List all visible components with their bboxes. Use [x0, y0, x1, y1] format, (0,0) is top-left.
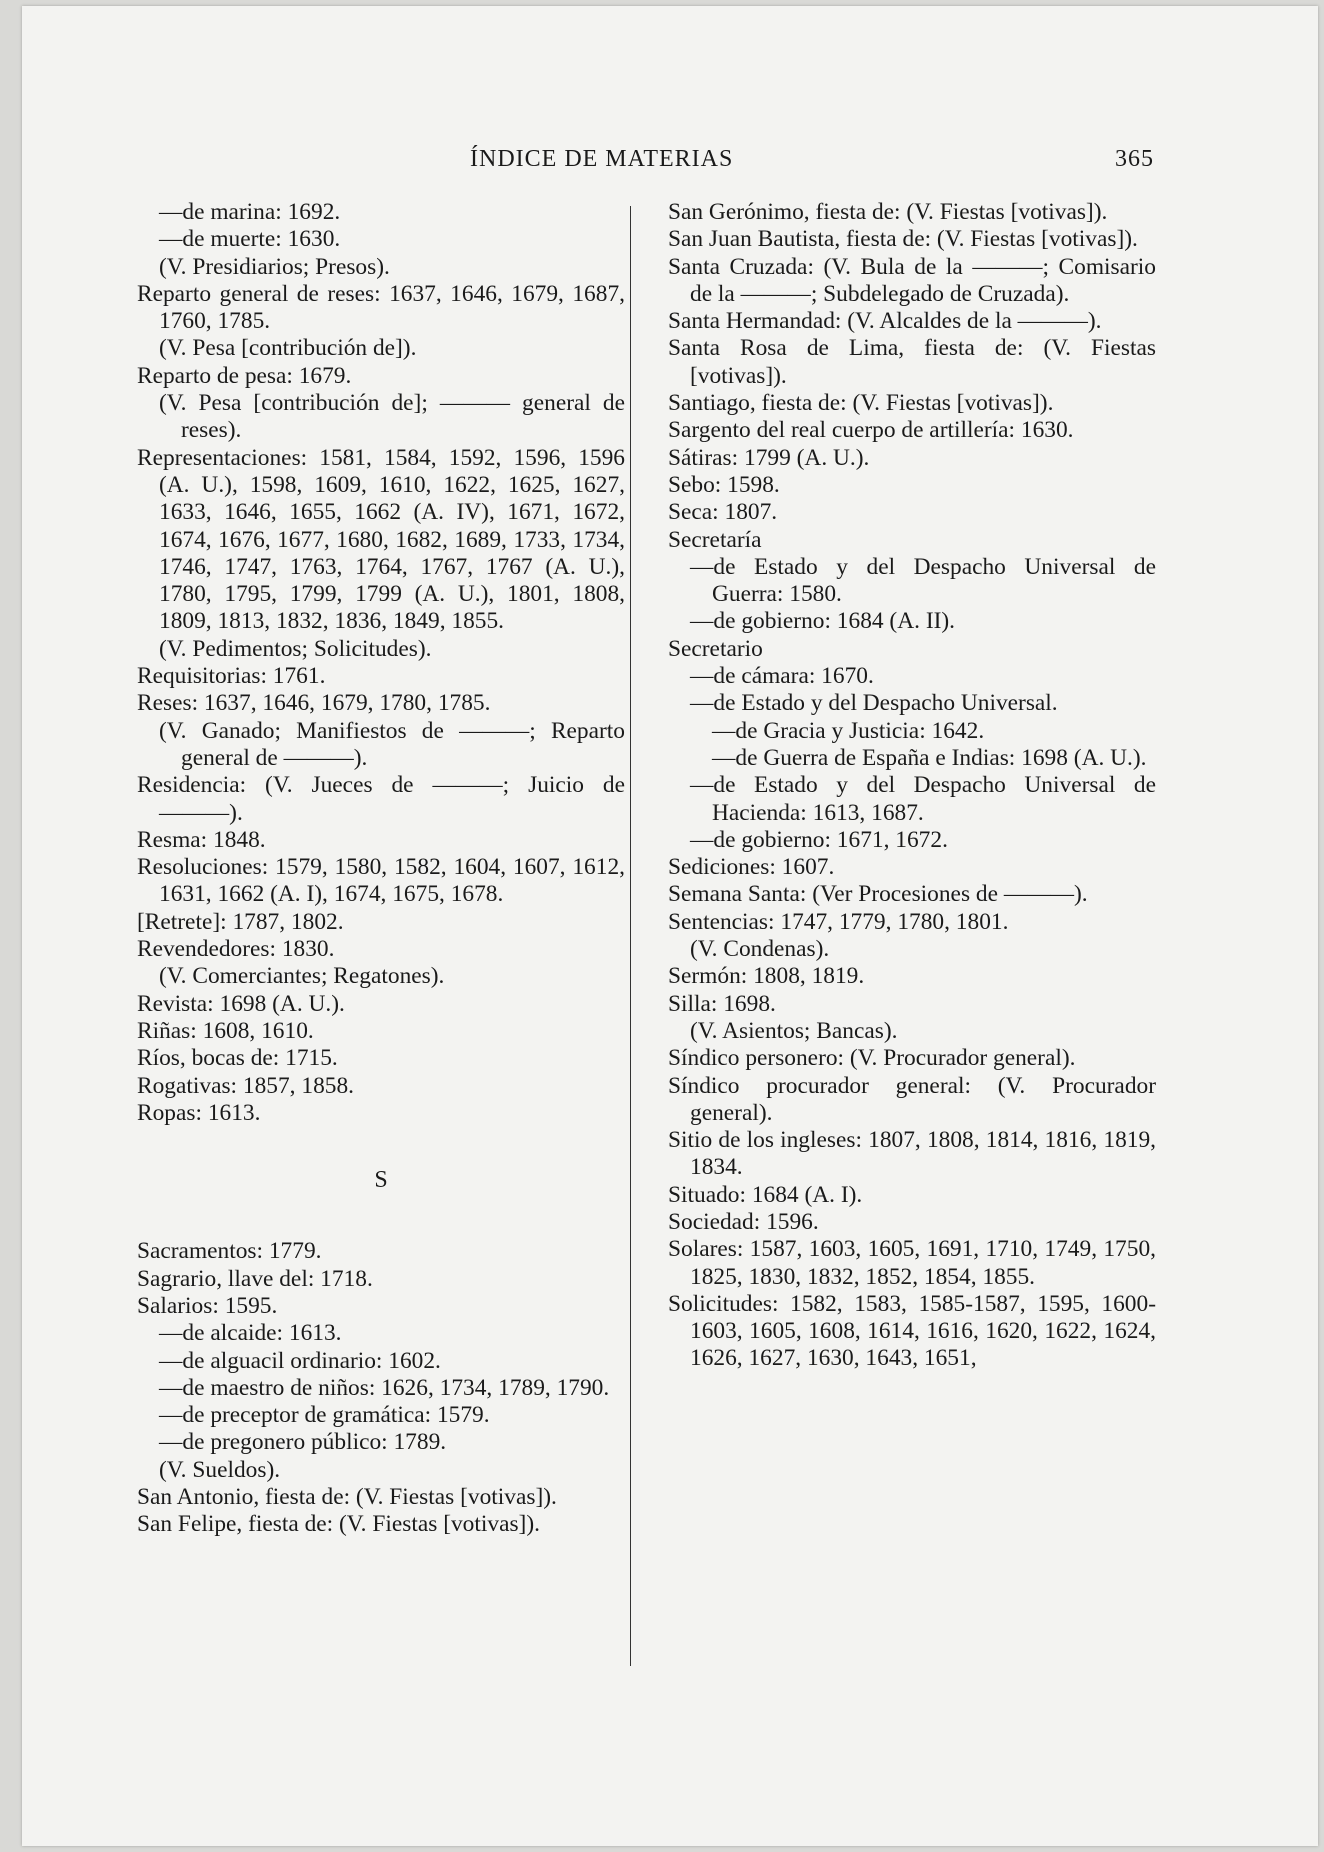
index-subentry: —de Gracia y Justicia: 1642. [712, 717, 985, 744]
index-entry: Solicitudes: 1582, 1583, 1585-1587, 1595, 1600-1603, 1605, 1608, 1614, 1616, 1620, 1622, 1624, 1626, 1627, 1630, 1643, 1651, [668, 1290, 1156, 1372]
index-entry: Representaciones: 1581, 1584, 1592, 1596, 1596 (A. U.), 1598, 1609, 1610, 1622, 1625, 1627, 1633, 1646, 1655, 1662 (A. IV), 1671, 1672, 1674, 1676, 1677, 1680, 1682, 1689, 1733, 1734, 1746, 1747, 1763, 1764, 1767, 1767 (A. U.), 1780, 1795, 1799, 1799 (A. U.), 1801, 1808, 1809, 1813, 1832, 1836, 1849, 1855. [137, 444, 625, 635]
index-entry: Revendedores: 1830. [137, 936, 335, 963]
index-entry: Sediciones: 1607. [668, 854, 835, 881]
index-entry: Síndico personero: (V. Procurador general). [668, 1045, 1076, 1072]
index-subentry: —de Estado y del Despacho Universal de Guerra: 1580. [690, 553, 1156, 608]
index-entry: Santa Hermandad: (V. Alcaldes de la ———). [668, 308, 1102, 335]
index-entry: Santa Rosa de Lima, fiesta de: (V. Fiestas [votivas]). [668, 335, 1156, 389]
index-subentry: (V. Ganado; Manifiestos de ———; Reparto general de ———). [159, 717, 625, 771]
index-entry: Solares: 1587, 1603, 1605, 1691, 1710, 1749, 1750, 1825, 1830, 1832, 1852, 1854, 1855. [668, 1236, 1156, 1290]
index-subentry: —de alguacil ordinario: 1602. [159, 1347, 441, 1374]
index-entry: Ríos, bocas de: 1715. [137, 1045, 338, 1072]
index-entry: Sargento del real cuerpo de artillería: 1630. [668, 417, 1074, 444]
index-entry: Ropas: 1613. [137, 1099, 261, 1126]
index-subentry: —de maestro de niños: 1626, 1734, 1789, 1790. [159, 1374, 610, 1401]
index-entry: Revista: 1698 (A. U.). [137, 990, 345, 1017]
index-entry: Requisitorias: 1761. [137, 663, 326, 690]
index-subentry: —de Guerra de España e Indias: 1698 (A. U.). [712, 744, 1147, 771]
index-subentry: —de gobierno: 1684 (A. II). [690, 608, 956, 635]
index-column-right [668, 199, 1156, 1373]
index-entry: [Retrete]: 1787, 1802. [137, 908, 344, 935]
index-entry: Síndico procurador general: (V. Procurador general). [668, 1072, 1156, 1126]
index-entry: Sermón: 1808, 1819. [668, 963, 865, 990]
index-column-left [137, 199, 625, 1539]
index-entry: San Antonio, fiesta de: (V. Fiestas [votivas]). [137, 1484, 557, 1511]
index-entry: Reses: 1637, 1646, 1679, 1780, 1785. [137, 690, 491, 717]
index-entry: Santa Cruzada: (V. Bula de la ———; Comisario de la ———; Subdelegado de Cruzada). [668, 253, 1156, 307]
running-title: ÍNDICE DE MATERIAS [470, 146, 734, 172]
index-subentry: (V. Comerciantes; Regatones). [159, 963, 445, 990]
index-entry: San Felipe, fiesta de: (V. Fiestas [votivas]). [137, 1511, 540, 1538]
document-page [22, 6, 1318, 1846]
index-entry: Semana Santa: (Ver Procesiones de ———). [668, 881, 1088, 908]
index-entry: Sentencias: 1747, 1779, 1780, 1801. [668, 908, 1009, 935]
index-entry: Secretario [668, 635, 763, 662]
index-entry: Sátiras: 1799 (A. U.). [668, 444, 870, 471]
index-entry: Sagrario, llave del: 1718. [137, 1265, 373, 1292]
page-number: 365 [1115, 146, 1154, 172]
index-entry: Situado: 1684 (A. I). [668, 1181, 863, 1208]
index-subentry: (V. Asientos; Bancas). [690, 1017, 898, 1044]
index-subentry: —de preceptor de gramática: 1579. [159, 1402, 490, 1429]
index-subentry: —de muerte: 1630. [159, 226, 341, 253]
index-entry: Sebo: 1598. [668, 471, 780, 498]
index-subentry: —de gobierno: 1671, 1672. [690, 826, 948, 853]
index-subentry: —de Estado y del Despacho Universal. [690, 690, 1058, 717]
index-entry: Residencia: (V. Jueces de ———; Juicio de ———). [137, 772, 625, 826]
index-subentry: (V. Pedimentos; Solicitudes). [159, 635, 432, 662]
index-entry: Rogativas: 1857, 1858. [137, 1072, 355, 1099]
index-entry: Sacramentos: 1779. [137, 1238, 322, 1265]
index-subentry: (V. Condenas). [690, 936, 830, 963]
index-entry: Seca: 1807. [668, 499, 778, 526]
index-subentry: (V. Pesa [contribución de]; ——— general de reses). [159, 390, 625, 444]
index-subentry: (V. Presidiarios; Presos). [159, 253, 390, 280]
index-entry: Silla: 1698. [668, 990, 776, 1017]
index-subentry: —de Estado y del Despacho Universal de Hacienda: 1613, 1687. [690, 772, 1156, 826]
index-entry: San Gerónimo, fiesta de: (V. Fiestas [votivas]). [668, 199, 1108, 225]
column-divider [630, 206, 631, 1666]
index-entry: Riñas: 1608, 1610. [137, 1017, 314, 1044]
index-entry: Reparto general de reses: 1637, 1646, 1679, 1687, 1760, 1785. [137, 280, 625, 335]
index-subentry: —de cámara: 1670. [690, 663, 874, 690]
index-entry: Salarios: 1595. [137, 1292, 278, 1319]
index-entry: Resma: 1848. [137, 826, 266, 853]
index-subentry: (V. Pesa [contribución de]). [159, 335, 417, 362]
index-subentry: —de marina: 1692. [159, 199, 341, 225]
index-subentry: (V. Sueldos). [159, 1456, 281, 1483]
section-letter: S [374, 1167, 388, 1194]
index-entry: San Juan Bautista, fiesta de: (V. Fiestas [votivas]). [668, 226, 1138, 253]
index-subentry: —de pregonero público: 1789. [159, 1429, 447, 1456]
index-subentry: —de alcaide: 1613. [159, 1320, 342, 1347]
index-entry: Secretaría [668, 526, 762, 553]
index-entry: Sitio de los ingleses: 1807, 1808, 1814, 1816, 1819, 1834. [668, 1127, 1156, 1181]
index-entry: Reparto de pesa: 1679. [137, 362, 352, 389]
index-entry: Resoluciones: 1579, 1580, 1582, 1604, 1607, 1612, 1631, 1662 (A. I), 1674, 1675, 1678. [137, 854, 625, 908]
index-entry: Santiago, fiesta de: (V. Fiestas [votivas]). [668, 390, 1054, 417]
index-entry: Sociedad: 1596. [668, 1208, 819, 1235]
